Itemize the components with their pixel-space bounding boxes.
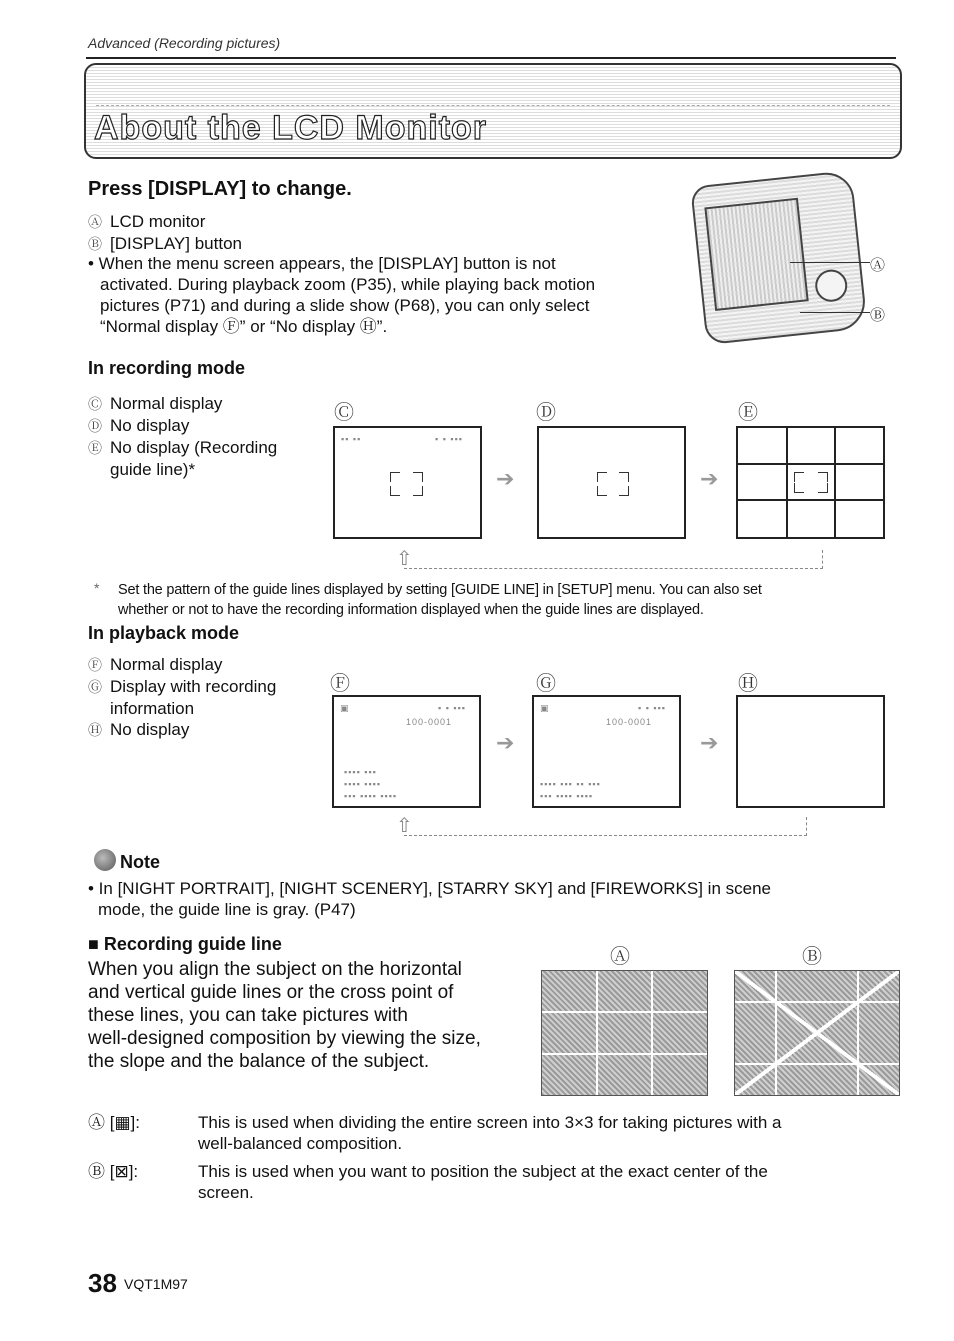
list-item [88, 233, 242, 255]
right-arrow-icon: ➔ [700, 730, 719, 755]
screen-playback-no-display [736, 695, 885, 808]
af-frame-corner [390, 486, 400, 496]
af-frame-corner [619, 486, 629, 496]
list-item [88, 459, 277, 480]
screen-playback-with-info [532, 695, 681, 808]
return-arrow-icon: ⇧ [396, 548, 413, 570]
item-marker: Ⓐ [88, 214, 102, 230]
photo-label-a: Ⓐ [610, 946, 630, 968]
item-marker: Ⓔ [88, 440, 102, 456]
af-frame-corner [413, 472, 423, 482]
bullet-line: “Normal display Ⓕ” or “No display Ⓗ”. [100, 317, 388, 336]
status-icons-left: ▪▪ ▪▪ [341, 434, 362, 444]
definition-a [88, 1112, 888, 1154]
text-line: these lines, you can take pictures with [88, 1005, 409, 1026]
footnote-line: whether or not to have the recording information displayed when the guide lines are displayed. [118, 602, 704, 618]
screen-label-d: Ⓓ [536, 402, 556, 424]
af-frame-corner [390, 472, 400, 482]
guide-line-horizontal [542, 1053, 707, 1055]
af-frame-corner [597, 486, 607, 496]
item-marker: Ⓑ [88, 236, 102, 252]
af-frame-corner [818, 483, 828, 493]
guide-line-vertical [786, 428, 788, 537]
guide-line-vertical [834, 428, 836, 537]
right-arrow-icon: ➔ [700, 466, 719, 491]
camera-illustration [690, 170, 868, 345]
file-number: 100-0001 [606, 717, 653, 727]
text-line: and vertical guide lines or the cross point of [88, 982, 454, 1003]
screen-label-g: Ⓖ [536, 673, 556, 695]
screen-label-c: Ⓒ [334, 402, 354, 424]
item-marker: Ⓕ [88, 657, 102, 673]
document-code: VQT1M97 [124, 1276, 188, 1292]
recording-info: ▪▪▪ ▪▪▪▪ ▪▪▪▪ [344, 791, 398, 801]
camera-lcd-monitor [704, 198, 808, 311]
definition-text [198, 1112, 888, 1154]
text-line: well-designed composition by viewing the size, [88, 1028, 481, 1049]
definition-line: screen. [198, 1183, 254, 1202]
list-item [88, 437, 277, 459]
guide-line-diagonals [735, 971, 899, 1095]
status-icons-right: ▪ ▪ ▪▪▪ [638, 703, 666, 713]
right-arrow-icon: ➔ [496, 730, 515, 755]
list-item [88, 415, 277, 437]
af-frame-corner [794, 483, 804, 493]
file-number: 100-0001 [406, 717, 453, 727]
press-display-bullet [88, 253, 678, 337]
guide-line-horizontal [542, 1011, 707, 1013]
note-heading: Note [120, 852, 160, 872]
item-text: LCD monitor [110, 212, 206, 231]
item-text: [DISPLAY] button [110, 234, 242, 253]
section-heading-playback: In playback mode [88, 623, 240, 643]
guide-line-vertical [596, 971, 598, 1095]
screen-playback-normal [332, 695, 481, 808]
guide-line-description [88, 958, 528, 1073]
screen-label-h: Ⓗ [738, 673, 758, 695]
item-marker: Ⓗ [88, 722, 102, 738]
guide-line-horizontal [738, 499, 883, 501]
callout-line-a [790, 262, 870, 263]
list-item [88, 211, 242, 233]
guide-line-vertical [651, 971, 653, 1095]
return-arrow-icon: ⇧ [396, 815, 413, 837]
press-display-items [88, 211, 242, 255]
playback-mode-items [88, 654, 276, 741]
recording-info: ▪▪▪▪ ▪▪▪ ▪▪ ▪▪▪ [540, 779, 601, 789]
photo-grid-center [734, 970, 900, 1096]
section-heading-guide-line: ■ Recording guide line [88, 934, 282, 954]
running-head: Advanced (Recording pictures) [88, 35, 281, 51]
playback-mode-icon: ▣ [340, 703, 350, 713]
definition-text [198, 1161, 888, 1203]
section-heading-recording: In recording mode [88, 358, 246, 378]
return-path [404, 550, 823, 569]
item-text: Normal display [110, 655, 223, 674]
note-line: mode, the guide line is gray. (P47) [98, 900, 356, 919]
item-text: No display [110, 720, 190, 739]
return-path [404, 817, 807, 836]
camera-display-button [814, 268, 849, 303]
recording-mode-items [88, 393, 277, 480]
list-item [88, 676, 276, 698]
item-text: No display [110, 416, 190, 435]
item-marker: Ⓖ [88, 679, 102, 695]
item-text: guide line)* [110, 460, 196, 479]
definition-marker: Ⓑ [⊠]: [88, 1162, 139, 1181]
af-frame-corner [619, 472, 629, 482]
item-marker: Ⓒ [88, 396, 102, 412]
text-line: the slope and the balance of the subject. [88, 1051, 430, 1072]
recording-info: ▪▪▪ ▪▪▪▪ ▪▪▪▪ [540, 791, 594, 801]
status-icons-right: ▪ ▪ ▪▪▪ [438, 703, 466, 713]
definition-line: This is used when dividing the entire screen into 3×3 for taking pictures with a [198, 1113, 782, 1132]
recording-info: ▪▪▪▪ ▪▪▪▪ [344, 779, 382, 789]
page-number: 38 [88, 1268, 117, 1298]
item-text: Display with recording [110, 677, 277, 696]
definition-b [88, 1161, 888, 1203]
definition-line: well-balanced composition. [198, 1134, 403, 1153]
status-icons-right: ▪ ▪ ▪▪▪ [435, 434, 463, 444]
right-arrow-icon: ➔ [496, 466, 515, 491]
item-marker: Ⓓ [88, 418, 102, 434]
page-title: About the LCD Monitor [94, 109, 488, 147]
screen-label-f: Ⓕ [330, 673, 350, 695]
definition-line: This is used when you want to position the subject at the exact center of the [198, 1162, 768, 1181]
text-line: When you align the subject on the horizontal [88, 959, 462, 980]
footnote [118, 580, 908, 620]
list-item [88, 698, 276, 719]
af-frame-corner [413, 486, 423, 496]
screen-normal-display [333, 426, 482, 539]
note-icon [94, 849, 116, 871]
definition-marker: Ⓐ [▦]: [88, 1113, 140, 1132]
af-frame-corner [818, 472, 828, 482]
item-text: Normal display [110, 394, 223, 413]
note-line: • In [NIGHT PORTRAIT], [NIGHT SCENERY], [STARRY SKY] and [FIREWORKS] in scene [88, 879, 771, 898]
bullet-line: • When the menu screen appears, the [DISPLAY] button is not [88, 254, 556, 273]
af-frame-corner [794, 472, 804, 482]
screen-guide-line [736, 426, 885, 539]
screen-no-display [537, 426, 686, 539]
screen-label-e: Ⓔ [738, 402, 758, 424]
footnote-star: * [94, 580, 100, 596]
section-heading-press-display: Press [DISPLAY] to change. [88, 178, 352, 200]
list-item [88, 654, 276, 676]
photo-grid-3x3 [541, 970, 708, 1096]
title-banner [84, 63, 902, 159]
list-item [88, 719, 276, 741]
af-frame-corner [597, 472, 607, 482]
list-item [88, 393, 277, 415]
item-text: No display (Recording [110, 438, 278, 457]
footnote-line: Set the pattern of the guide lines displayed by setting [GUIDE LINE] in [SETUP] menu. You can also set [118, 582, 762, 598]
bullet-line: activated. During playback zoom (P35), while playing back motion [100, 275, 596, 294]
callout-a: Ⓐ [870, 257, 886, 274]
bullet-line: pictures (P71) and during a slide show (P68), you can only select [100, 296, 590, 315]
item-text: information [110, 699, 195, 718]
photo-label-b: Ⓑ [802, 946, 822, 968]
callout-b: Ⓑ [870, 307, 886, 324]
header-rule [86, 57, 896, 59]
callout-line-b [800, 312, 870, 313]
note-text [88, 878, 908, 920]
recording-info: ▪▪▪▪ ▪▪▪ [344, 767, 377, 777]
guide-line-horizontal [738, 463, 883, 465]
playback-mode-icon: ▣ [540, 703, 550, 713]
